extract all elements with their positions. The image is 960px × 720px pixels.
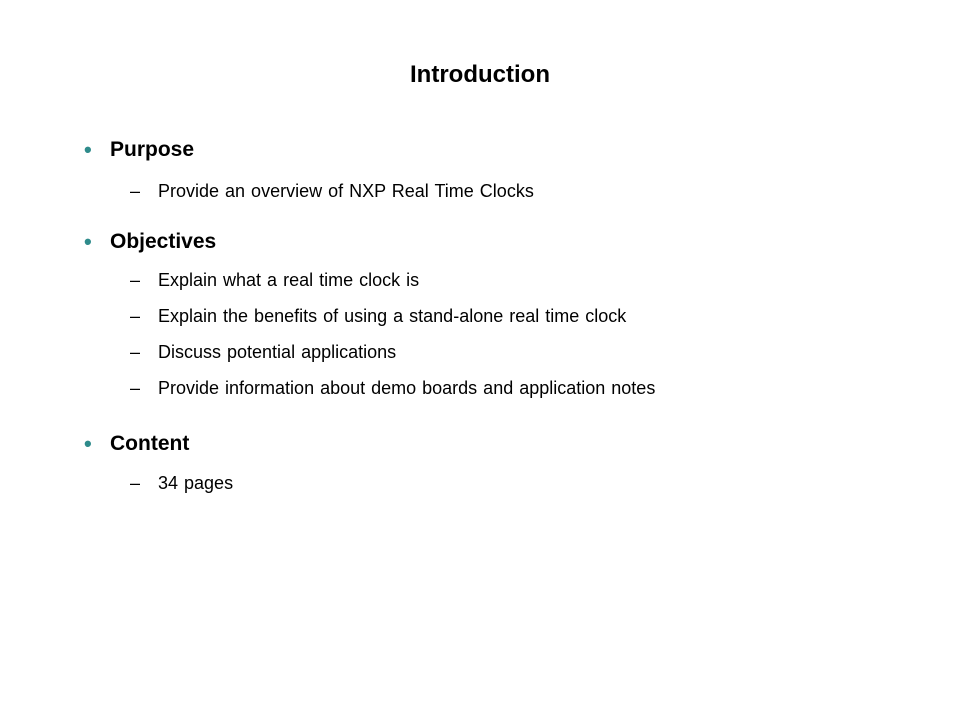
list-item: [84, 173, 924, 209]
dash-icon: –: [130, 472, 141, 493]
dash-icon: –: [130, 305, 141, 326]
slide-title: Introduction: [410, 61, 550, 88]
bullet-icon: •: [84, 137, 92, 162]
list-item-text: Explain the benefits of using a stand-alone real time clock: [158, 305, 627, 326]
list-item: [84, 298, 924, 334]
dash-icon: –: [130, 377, 141, 398]
section-objectives: [84, 227, 924, 406]
bullet-icon: •: [84, 431, 92, 456]
dash-icon: –: [130, 180, 141, 201]
list-item: [84, 370, 924, 406]
section-heading-row: [84, 429, 924, 459]
list-item: [84, 334, 924, 370]
list-item-text: Provide an overview of NXP Real Time Clocks: [158, 180, 534, 201]
section-heading-row: [84, 135, 924, 165]
list-item-text: Discuss potential applications: [158, 341, 397, 362]
section-heading-row: [84, 227, 924, 257]
list-item-text: Explain what a real time clock is: [158, 269, 420, 290]
section-heading: Content: [110, 432, 190, 455]
dash-icon: –: [130, 341, 141, 362]
list-item: [84, 262, 924, 298]
list-item-text: Provide information about demo boards and application notes: [158, 377, 656, 398]
dash-icon: –: [130, 269, 141, 290]
section-content: [84, 429, 924, 501]
section-heading: Objectives: [110, 230, 217, 253]
bullet-icon: •: [84, 229, 92, 254]
section-heading: Purpose: [110, 138, 195, 161]
section-purpose: [84, 135, 924, 209]
list-item-text: 34 pages: [158, 472, 234, 493]
list-item: [84, 465, 924, 501]
